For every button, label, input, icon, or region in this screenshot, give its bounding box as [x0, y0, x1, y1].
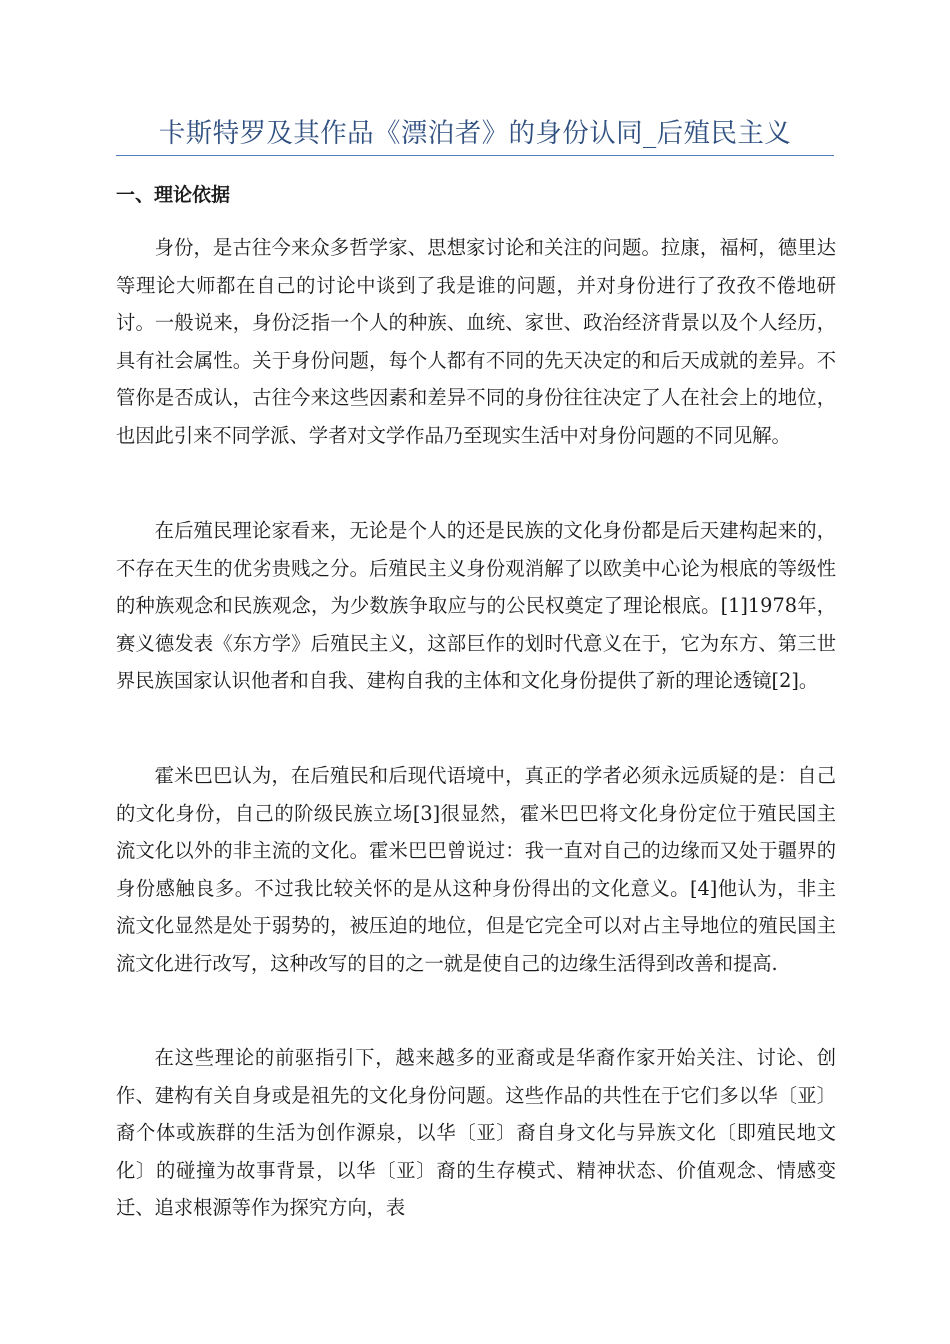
document-title: 卡斯特罗及其作品《漂泊者》的身份认同_后殖民主义: [158, 118, 792, 149]
body-paragraph-1: 身份，是古往今来众多哲学家、思想家讨论和关注的问题。拉康，福柯，德里达等理论大师都在自己的讨论中谈到了我是谁的问题，并对身份进行了孜孜不倦地研讨。一般说来，身份泛指一个人的种族、血统、家世、政治经济背景以及个人经历，具有社会属性。关于身份问题，每个人都有不同的先天决定的和后天成就的差异。不管你是否成认，古往今来这些因素和差异不同的身份往往决定了人在社会上的地位，也因此引来不同学派、学者对文学作品乃至现实生活中对身份问题的不同见解。: [116, 236, 836, 447]
title-underline-divider: [116, 155, 834, 156]
body-paragraph-4: 在这些理论的前驱指引下，越来越多的亚裔或是华裔作家开始关注、讨论、创作、建构有关自身或是祖先的文化身份问题。这些作品的共性在于它们多以华〔亚〕裔个体或族群的生活为创作源泉，以华〔亚〕裔自身文化与异族文化〔即殖民地文化〕的碰撞为故事背景，以华〔亚〕裔的生存模式、精神状态、价值观念、情感变迁、追求根源等作为探究方向，表: [116, 1046, 836, 1220]
body-paragraph-2: 在后殖民理论家看来，无论是个人的还是民族的文化身份都是后天建构起来的，不存在天生的优劣贵贱之分。后殖民主义身份观消解了以欧美中心论为根底的等级性的种族观念和民族观念，为少数族争取应与的公民权奠定了理论根底。[1]1978年，赛义德发表《东方学》后殖民主义，这部巨作的划时代意义在于，它为东方、第三世界民族国家认识他者和自我、建构自我的主体和文化身份提供了新的理论透镜[2]。: [116, 519, 836, 693]
section-heading: 一、理论依据: [116, 184, 231, 206]
body-paragraph-3: 霍米巴巴认为，在后殖民和后现代语境中，真正的学者必须永远质疑的是：自己的文化身份，自己的阶级民族立场[3]很显然，霍米巴巴将文化身份定位于殖民国主流文化以外的非主流的文化。霍米巴巴曾说过：我一直对自己的边缘而又处于疆界的身份感触良多。不过我比较关怀的是从这种身份得出的文化意义。[4]他认为，非主流文化显然是处于弱势的，被压迫的地位，但是它完全可以对占主导地位的殖民国主流文化进行改写，这种改写的目的之一就是使自己的边缘生活得到改善和提高.: [116, 764, 836, 975]
